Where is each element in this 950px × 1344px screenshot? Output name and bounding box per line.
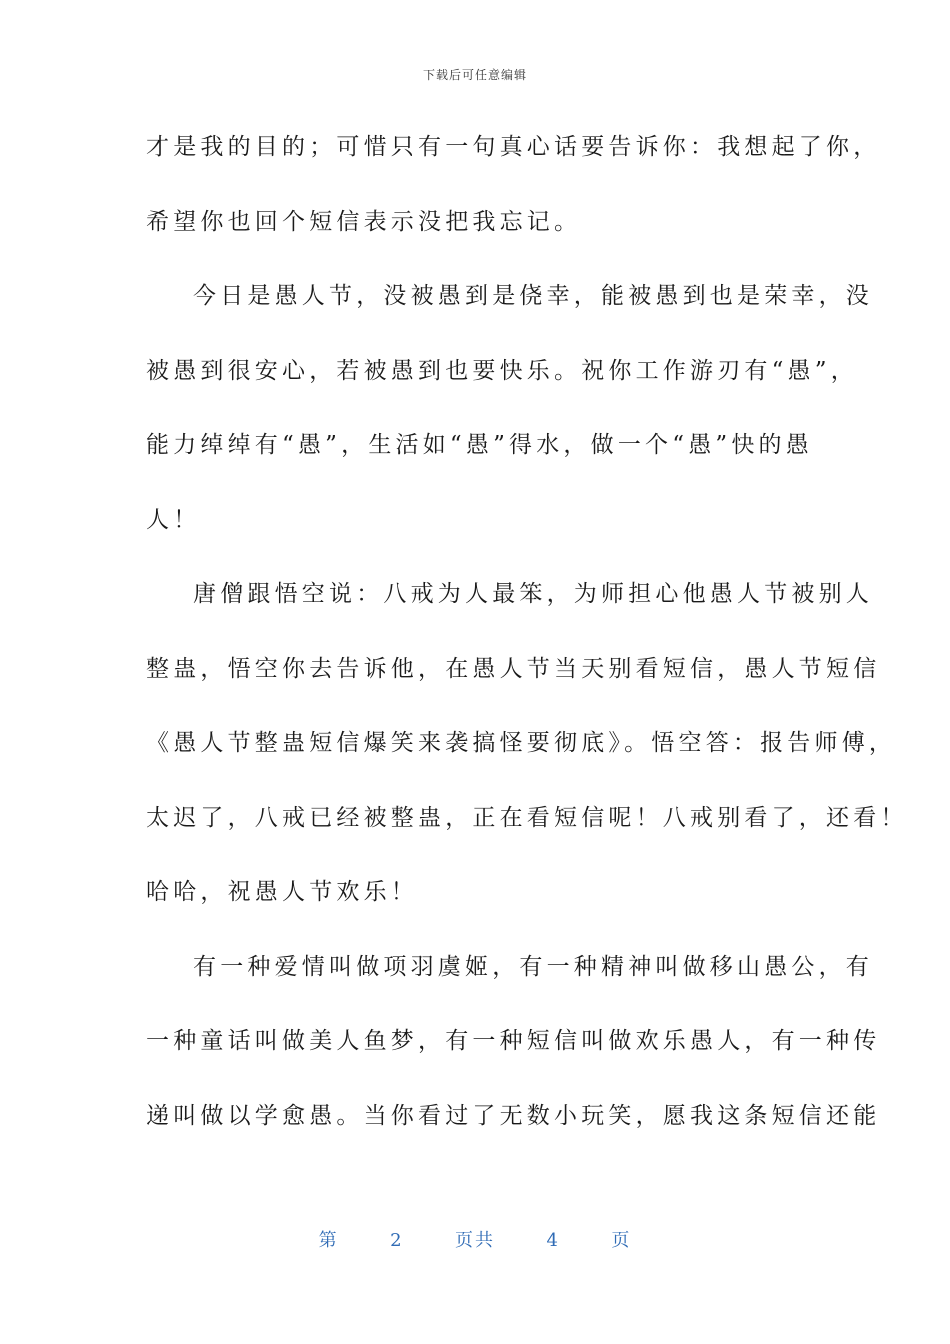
document-body — [146, 120, 908, 1163]
paragraph-line: 递叫做以学愈愚。当你看过了无数小玩笑，愿我这条短信还能 — [146, 1102, 881, 1129]
paragraph-line: 能力绰绰有“愚”，生活如“愚”得水，做一个“愚”快的愚 — [146, 432, 813, 458]
paragraph-line: 今日是愚人节，没被愚到是侥幸，能被愚到也是荣幸，没 — [193, 283, 873, 309]
page-label-prefix: 第 — [318, 1230, 339, 1251]
paragraph-line: 才是我的目的；可惜只有一句真心话要告诉你：我想起了你， — [146, 134, 881, 160]
paragraph-line: 太迟了，八戒已经被整蛊，正在看短信呢！八戒别看了，还看！ — [146, 804, 908, 831]
page-label-mid: 页共 — [455, 1230, 495, 1251]
page-label-suffix: 页 — [611, 1230, 632, 1251]
download-note: 下载后可任意编辑 — [422, 68, 527, 82]
total-pages-number: 4 — [546, 1230, 560, 1251]
current-page-number: 2 — [390, 1230, 404, 1251]
paragraph-line: 一种童话叫做美人鱼梦，有一种短信叫做欢乐愚人，有一种传 — [146, 1028, 881, 1054]
paragraph-line: 《愚人节整蛊短信爆笑来袭搞怪要彻底》。悟空答：报告师傅， — [146, 730, 897, 756]
paragraph-line: 整蛊，悟空你去告诉他，在愚人节当天别看短信，愚人节短信 — [146, 655, 881, 682]
page-footer — [0, 1226, 950, 1252]
paragraph-line: 唐僧跟悟空说：八戒为人最笨，为师担心他愚人节被别人 — [193, 581, 873, 607]
paragraph-line: 希望你也回个短信表示没把我忘记。 — [146, 208, 582, 235]
paragraph-line: 人！ — [146, 506, 201, 533]
paragraph-line: 哈哈，祝愚人节欢乐！ — [146, 879, 418, 905]
paragraph-line: 有一种爱情叫做项羽虞姬，有一种精神叫做移山愚公，有 — [193, 953, 873, 980]
paragraph-line: 被愚到很安心，若被愚到也要快乐。祝你工作游刃有“愚”， — [146, 357, 858, 384]
